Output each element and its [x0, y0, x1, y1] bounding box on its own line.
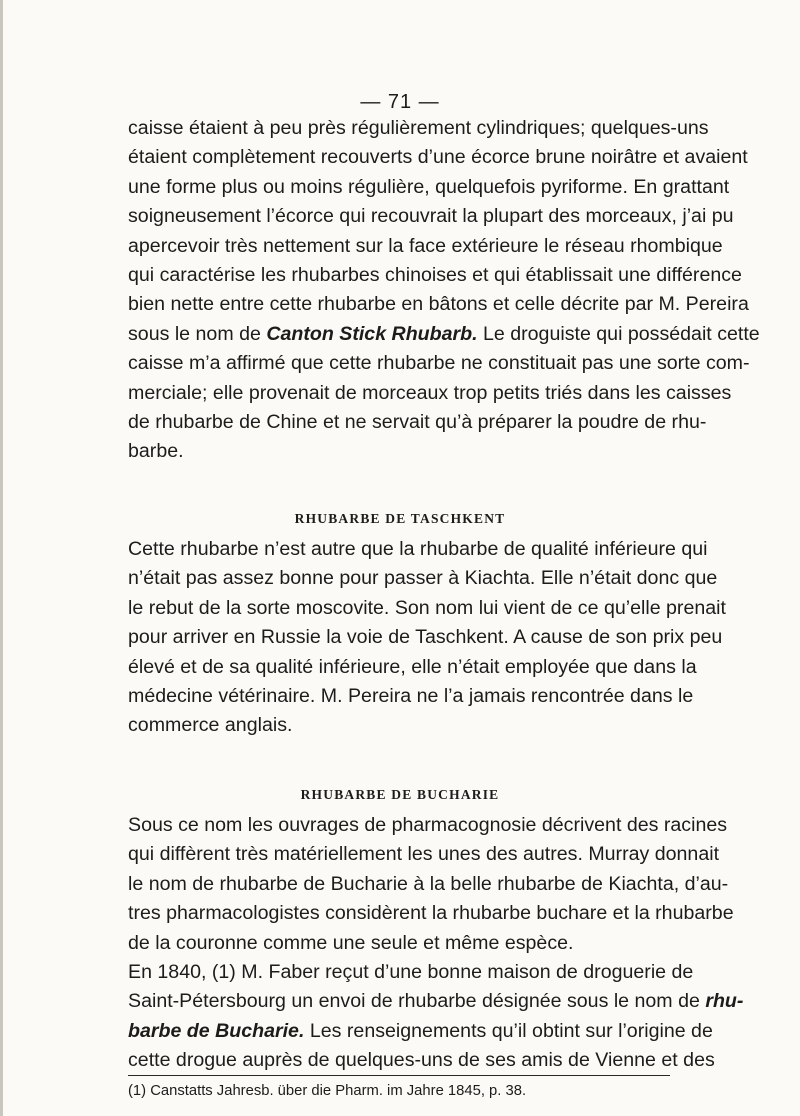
text-line: le nom de rhubarbe de Bucharie à la belle rhubarbe de Kiachta, d’au-: [128, 872, 729, 895]
section-heading-taschkent: RHUBARBE DE TASCHKENT: [294, 511, 506, 526]
text-line: n’était pas assez bonne pour passer à Kiachta. Elle n’était donc que: [128, 567, 718, 590]
text-line: Cette rhubarbe n’est autre que la rhubarbe de qualité inférieure qui: [128, 538, 708, 560]
section-heading-bucharie: RHUBARBE DE BUCHARIE: [300, 787, 500, 802]
text-line: apercevoir très nettement sur la face extérieure le réseau rhombique: [128, 234, 723, 257]
text-line: merciale; elle provenait de morceaux trop petits triés dans les caisses: [128, 381, 732, 404]
footnote-rule: [128, 1075, 670, 1076]
paragraph-2: [128, 535, 726, 741]
text-segment: Les renseignements qu’il obtint sur l’origine de: [309, 1019, 713, 1042]
text-line: caisse m’a affirmé que cette rhubarbe ne constituait pas une sorte com-: [128, 352, 750, 375]
text-line: En 1840, (1) M. Faber reçut d’une bonne maison de droguerie de: [128, 961, 694, 984]
text-line: Sous ce nom les ouvrages de pharmacognosie décrivent des racines: [128, 814, 728, 836]
text-line: le rebut de la sorte moscovite. Son nom lui vient de ce qu’elle prenait: [128, 596, 726, 619]
text-line: qui diffèrent très matériellement les unes des autres. Murray donnait: [128, 843, 720, 866]
italic-term: rhu-: [705, 990, 744, 1013]
text-line: bien nette entre cette rhubarbe en bâtons et celle décrite par M. Pereira: [128, 293, 749, 316]
footnote: (1) Canstatts Jahresb. über die Pharm. im Jahre 1845, p. 38.: [128, 1083, 527, 1099]
text-line: une forme plus ou moins régulière, quelquefois pyriforme. En grattant: [128, 175, 730, 198]
text-line: [128, 320, 760, 349]
paragraph-3: [128, 811, 744, 1076]
paragraph-1: [128, 114, 760, 467]
text-segment: Le droguiste qui possédait cette: [483, 322, 760, 345]
italic-term: barbe de Bucharie.: [128, 1019, 305, 1042]
text-line: caisse étaient à peu près régulièrement cylindriques; quelques-uns: [128, 117, 709, 139]
text-line: médecine vétérinaire. M. Pereira ne l’a jamais rencontrée dans le: [128, 685, 694, 708]
text-line: étaient complètement recouverts d’une écorce brune noirâtre et avaient: [128, 146, 748, 169]
text-line: élevé et de sa qualité inférieure, elle n’était employée que dans la: [128, 655, 697, 678]
page-number: — 71 —: [360, 91, 440, 113]
text-line: pour arriver en Russie la voie de Taschkent. A cause de son prix peu: [128, 626, 723, 649]
text-line: qui caractérise les rhubarbes chinoises et qui établissait une différence: [128, 264, 742, 287]
text-line: de la couronne comme une seule et même espèce.: [128, 931, 574, 954]
text-segment: sous le nom de: [128, 322, 261, 345]
text-line: cette drogue auprès de quelques-uns de ses amis de Vienne et des: [128, 1049, 715, 1072]
text-line: barbe.: [128, 440, 184, 463]
text-line: de rhubarbe de Chine et ne servait qu’à préparer la poudre de rhu-: [128, 411, 707, 434]
text-segment: Saint-Pétersbourg un envoi de rhubarbe désignée sous le nom de: [128, 990, 700, 1013]
page-edge: [0, 0, 3, 1116]
text-line: [128, 987, 744, 1016]
italic-term: Canton Stick Rhubarb.: [266, 322, 478, 345]
text-line: soigneusement l’écorce qui recouvrait la plupart des morceaux, j’ai pu: [128, 205, 734, 228]
text-line: tres pharmacologistes considèrent la rhubarbe buchare et la rhubarbe: [128, 902, 734, 925]
text-line: [128, 1017, 713, 1046]
text-line: commerce anglais.: [128, 714, 293, 737]
